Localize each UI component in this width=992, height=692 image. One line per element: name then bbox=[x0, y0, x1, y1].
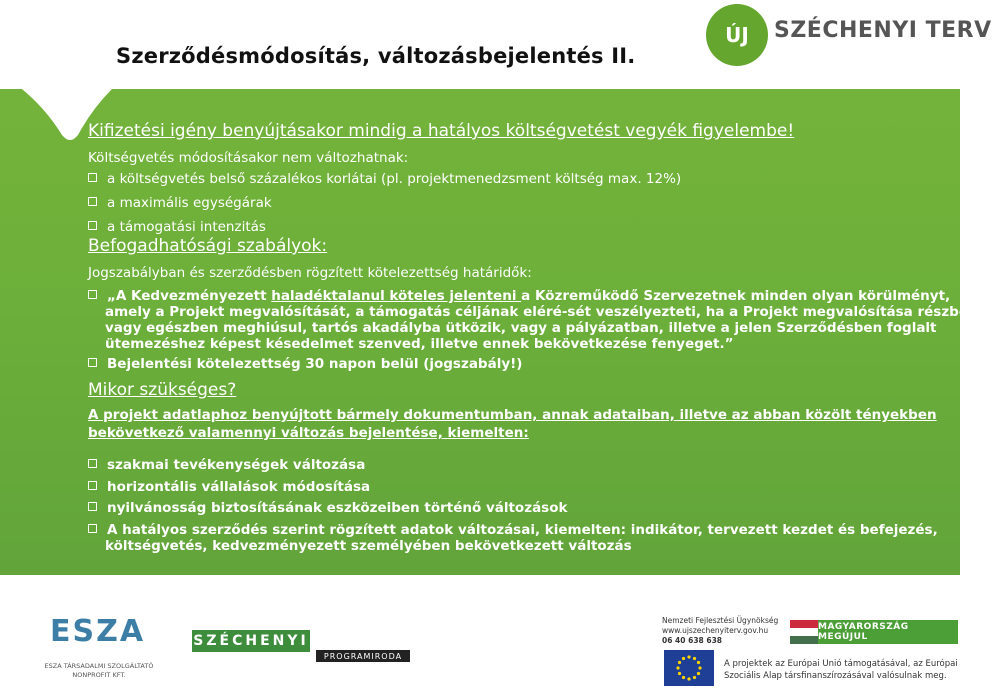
checkbox-bullet-icon bbox=[88, 524, 97, 533]
logo-mark: ÚJ bbox=[706, 4, 768, 66]
list-item: szakmai tevékenységek változása bbox=[88, 457, 365, 473]
checkbox-bullet-icon bbox=[88, 358, 97, 367]
list-item: a támogatási intenzitás bbox=[88, 219, 266, 235]
eu-flag-icon bbox=[664, 650, 714, 686]
nfu-contact: Nemzeti Fejlesztési Ügynökség www.ujszechenyiterv.gov.hu 06 40 638 638 bbox=[662, 616, 779, 645]
esza-caption: ESZA TÁRSADALMI SZOLGÁLTATÓ NONPROFIT KFT. bbox=[44, 662, 154, 679]
checkbox-bullet-icon bbox=[88, 481, 97, 490]
section-heading-when-needed: Mikor szükséges? bbox=[88, 380, 237, 400]
esza-mark: ESZA bbox=[50, 614, 146, 649]
list-item-continued: költségvetés, kedvezményezett személyében bekövetkezett változás bbox=[105, 538, 632, 554]
checkbox-bullet-icon bbox=[88, 290, 97, 299]
quote-line-3: vagy egészben meghiúsul, tartós akadályba ütközik, vagy a pályázatban, illetve a jelen Szerződésben foglalt bbox=[105, 320, 937, 336]
list-item: A hatályos szerződés szerint rögzített adatok változásai, kiemelten: indikátor, tervezett kezdet és befejezés, bbox=[88, 522, 938, 538]
deadline-item: Bejelentési kötelezettség 30 napon belül (jogszabály!) bbox=[88, 356, 522, 372]
when-needed-intro-1: A projekt adatlaphoz benyújtott bármely dokumentumban, annak adataiban, illetve az abban közölt tényekben bbox=[88, 407, 937, 423]
hungarian-flag-icon bbox=[790, 620, 818, 644]
esza-logo bbox=[44, 612, 154, 690]
magyarorszag-megujul-banner: MAGYARORSZÁG MEGÚJUL bbox=[818, 620, 958, 644]
when-needed-intro-2: bekövetkező valamennyi változás bejelentése, kiemelten: bbox=[88, 425, 529, 441]
checkbox-bullet-icon bbox=[88, 502, 97, 511]
admissibility-intro: Jogszabályban és szerződésben rögzített kötelezettség határidők: bbox=[88, 265, 532, 281]
list-item: a költségvetés belső százalékos korlátai (pl. projektmenedzsment költség max. 12%) bbox=[88, 171, 681, 187]
page-title: Szerződésmódosítás, változásbejelentés II. bbox=[116, 44, 636, 68]
checkbox-bullet-icon bbox=[88, 459, 97, 468]
quote-line-1: „A Kedvezményezett haladéktalanul köteles jelenteni a Közreműködő Szervezetnek minden olyan körülményt, bbox=[88, 288, 950, 304]
logo-name: SZÉCHENYI TERV bbox=[774, 18, 992, 43]
checkbox-bullet-icon bbox=[88, 221, 97, 230]
headline-current-budget: Kifizetési igény benyújtásakor mindig a hatályos költségvetést vegyék figyelembe! bbox=[88, 121, 795, 141]
szechenyi-programiroda-logo: SZÉCHENYI bbox=[192, 630, 310, 652]
checkbox-bullet-icon bbox=[88, 173, 97, 182]
section-heading-admissibility: Befogadhatósági szabályok: bbox=[88, 236, 328, 256]
list-item: nyilvánosság biztosításának eszközeiben történő változások bbox=[88, 500, 567, 516]
checkbox-bullet-icon bbox=[88, 197, 97, 206]
eu-funding-note: A projektek az Európai Unió támogatásával, az Európai Szociális Alap társfinanszírozásával valósulnak meg. bbox=[724, 659, 958, 681]
budget-intro: Költségvetés módosításakor nem változhatnak: bbox=[88, 150, 409, 166]
szechenyi-terv-logo bbox=[706, 4, 992, 78]
programiroda-label: PROGRAMIRODA bbox=[316, 650, 410, 662]
list-item: a maximális egységárak bbox=[88, 195, 272, 211]
list-item: horizontális vállalások módosítása bbox=[88, 479, 370, 495]
quote-line-4: ütemezéshez képest késedelmet szenved, illetve ennek bekövetkezése fenyeget.” bbox=[105, 336, 734, 352]
quote-line-2: amely a Projekt megvalósítását, a támogatás céljának eléré-sét veszélyezteti, ha a Projekt megvalósítása részben bbox=[105, 304, 978, 320]
